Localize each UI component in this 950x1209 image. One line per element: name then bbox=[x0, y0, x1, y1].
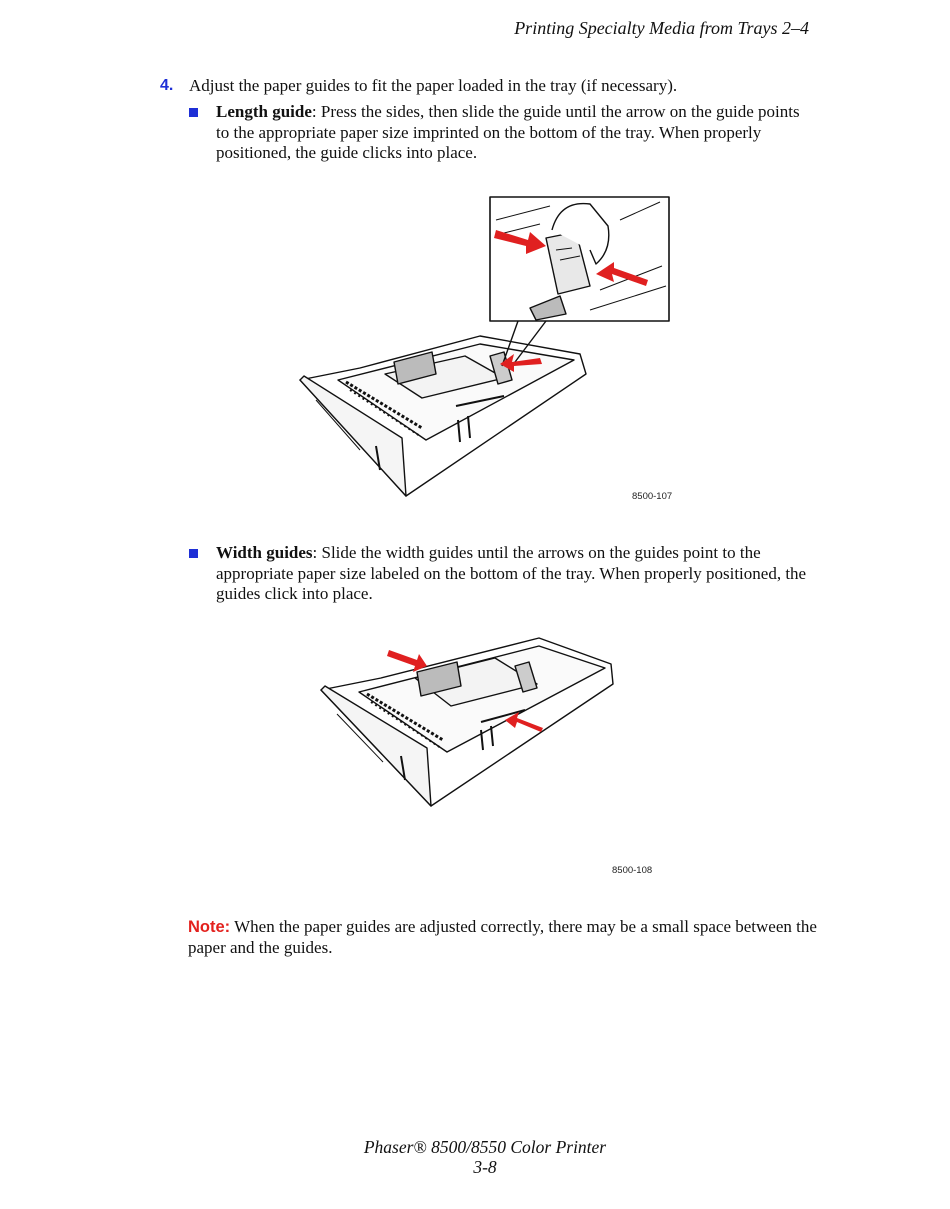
width-guides-label: Width guides bbox=[216, 543, 313, 562]
footer-page-number: 3-8 bbox=[473, 1157, 497, 1177]
running-header: Printing Specialty Media from Trays 2–4 bbox=[514, 18, 809, 38]
length-guide-label: Length guide bbox=[216, 102, 312, 121]
length-guide-text bbox=[216, 102, 816, 164]
width-guides-illustration bbox=[315, 636, 625, 816]
length-guide-illustration bbox=[290, 190, 690, 510]
note bbox=[188, 917, 818, 958]
length-guide-body: : Press the sides, then slide the guide until the arrow on the guide points to the appropriate paper size imprinted on the bottom of the tray. When properly positioned, the guide clicks into place. bbox=[216, 102, 800, 162]
bullet-square-icon bbox=[189, 549, 198, 558]
bullet-square-icon bbox=[189, 108, 198, 117]
width-guides-text bbox=[216, 543, 816, 605]
step-number: 4. bbox=[160, 77, 174, 94]
figure-code-1: 8500-107 bbox=[632, 491, 673, 502]
note-text: When the paper guides are adjusted correctly, there may be a small space between the paper and the guides. bbox=[188, 917, 817, 957]
figure-code-2: 8500-108 bbox=[612, 865, 653, 876]
step-text: Adjust the paper guides to fit the paper loaded in the tray (if necessary). bbox=[189, 76, 678, 95]
footer-product: Phaser® 8500/8550 Color Printer bbox=[363, 1137, 607, 1157]
width-guides-body: : Slide the width guides until the arrows on the guides point to the appropriate paper size labeled on the bottom of the tray. When properly positioned, the guides click into place. bbox=[216, 543, 807, 603]
note-label: Note: bbox=[188, 918, 231, 936]
page-footer bbox=[0, 1137, 950, 1177]
